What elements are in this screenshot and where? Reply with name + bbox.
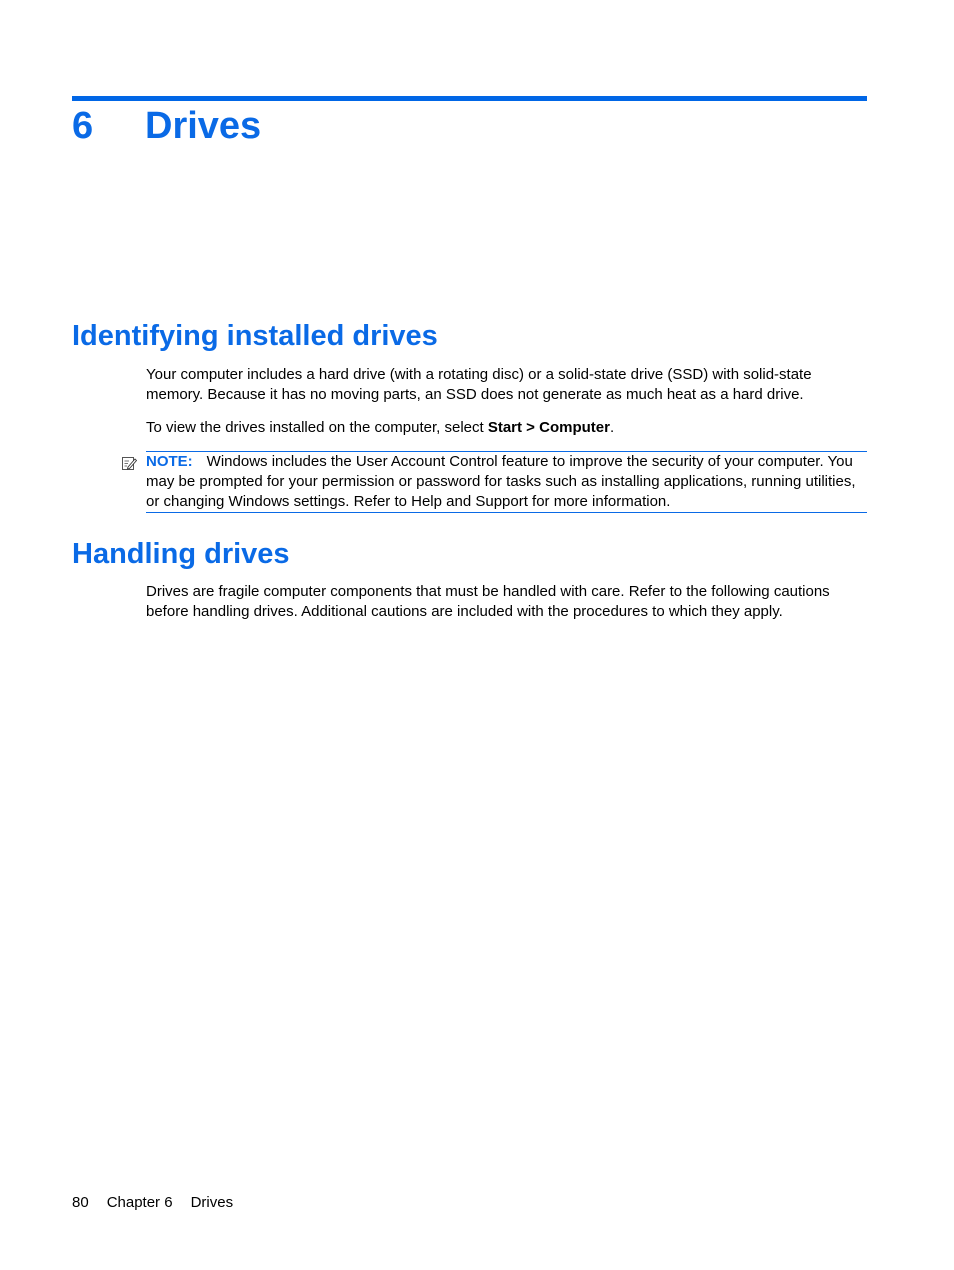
paragraph-drive-types: Your computer includes a hard drive (with a rotating disc) or a solid-state drive (SSD) with solid-state memory. Because it has no moving parts, an SSD does not generate as much heat as a hard drive. (146, 366, 812, 403)
view-drives-period: . (609, 419, 615, 436)
note-pencil-icon (121, 455, 137, 471)
chapter-number: 6 (72, 105, 94, 147)
footer-chapter-label: Chapter 6 (106, 1194, 173, 1211)
note-box (146, 451, 867, 513)
note-label: NOTE: (146, 453, 193, 470)
note-text (146, 452, 867, 512)
start-computer-path: Start > Computer (487, 419, 610, 436)
chapter-heading (72, 101, 261, 151)
section-title-handling: Handling drives (72, 538, 290, 570)
page-footer (72, 1193, 251, 1213)
section-title-identifying: Identifying installed drives (72, 320, 438, 352)
view-drives-text: To view the drives installed on the computer, select (146, 419, 488, 436)
paragraph-view-drives (146, 418, 870, 438)
chapter-title: Drives (145, 105, 262, 147)
footer-chapter-title: Drives (190, 1194, 234, 1211)
paragraph-handling: Drives are fragile computer components that must be handled with care. Refer to the following cautions before handling drives. Additional cautions are included with the procedures to which they apply. (146, 583, 830, 620)
note-body: Windows includes the User Account Control feature to improve the security of your computer. You may be prompted for your permission or password for tasks such as installing applications, running utilities, or changing Windows settings. Refer to Help and Support for more information. (146, 453, 856, 510)
page-number: 80 (72, 1194, 89, 1211)
